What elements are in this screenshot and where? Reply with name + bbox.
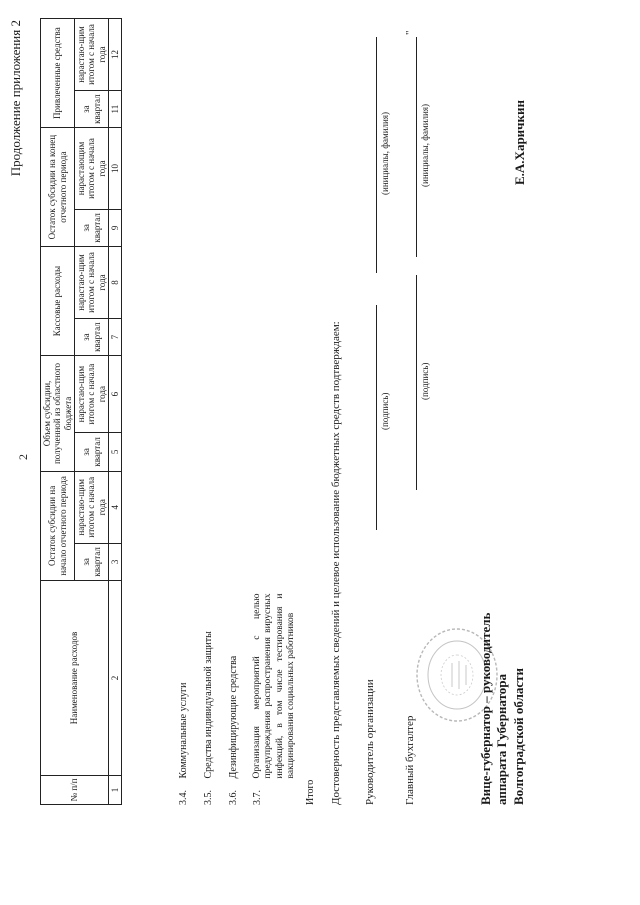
index-cell: 5 xyxy=(109,433,122,472)
signer-title-line: Вице-губернатор – руководитель xyxy=(478,612,493,805)
row-number: 3.4. xyxy=(178,790,189,805)
header-cumulative: нарастающим итогом с начала года xyxy=(75,128,109,210)
expense-row xyxy=(228,656,239,805)
index-cell: 4 xyxy=(109,471,122,543)
signature-hint: (подпись) xyxy=(380,392,390,430)
index-cell: 3 xyxy=(109,543,122,580)
index-cell: 11 xyxy=(109,91,122,128)
index-cell: 1 xyxy=(109,776,122,805)
index-cell: 2 xyxy=(109,581,122,776)
signer-title-line: аппарата Губернатора xyxy=(494,673,510,805)
head-name-line xyxy=(376,37,377,273)
header-group-closing: Остаток субсидии на конец отчетного периода xyxy=(41,128,75,247)
certification-text: Достоверность представляемых сведений и целевое использование бюджетных средств подтверждаем: xyxy=(330,321,342,805)
header-group-received: Объем субсидии, полученной из областного бюджета xyxy=(41,356,75,472)
header-group-cash: Кассовые расходы xyxy=(41,247,75,356)
row-number: 3.6. xyxy=(228,790,239,805)
index-cell: 10 xyxy=(109,128,122,210)
row-text: Организация мероприятий с целью предупреждения распространения вирусных инфекций, в том числе тестирования и вакцинирования социальных работников xyxy=(252,593,297,779)
header-row-1 xyxy=(41,19,75,805)
quote-mark: " xyxy=(404,30,416,35)
header-quarter: за квартал xyxy=(75,209,109,246)
row-text: Дезинфицирующие средства xyxy=(228,655,239,779)
total-label: Итого xyxy=(305,779,316,805)
header-group-attracted: Привлеченные средства xyxy=(41,19,75,128)
page-number: 2 xyxy=(16,454,30,460)
header-cumulative: нарастаю-щим итогом с начала года xyxy=(75,247,109,319)
header-name: Наименование расходов xyxy=(41,581,109,776)
continuation-label: Продолжение приложения 2 xyxy=(8,20,23,177)
accountant-signature-line xyxy=(416,275,417,490)
header-cumulative: нарастаю-щим итогом с начала года xyxy=(75,471,109,543)
header-quarter: за квартал xyxy=(75,543,109,580)
expenses-table xyxy=(40,18,122,805)
signature-hint: (подпись) xyxy=(420,362,430,400)
initials-hint: (инициалы, фамилия) xyxy=(380,112,390,195)
accountant-label: Главный бухгалтер xyxy=(404,715,416,805)
index-cell: 7 xyxy=(109,318,122,355)
head-label: Руководитель организации xyxy=(364,679,376,805)
index-cell: 9 xyxy=(109,209,122,246)
expense-row xyxy=(252,594,298,806)
row-text: Средства индивидуальной защиты xyxy=(203,631,214,779)
accountant-name-line xyxy=(416,37,417,257)
header-cumulative: нарастаю-щим итогом с начала года xyxy=(75,19,109,91)
header-quarter: за квартал xyxy=(75,433,109,472)
index-cell: 6 xyxy=(109,356,122,433)
header-quarter: за квартал xyxy=(75,91,109,128)
signer-title-line: Волгоградской области xyxy=(510,667,526,805)
row-number: 3.5. xyxy=(203,790,214,805)
row-number: 3.7. xyxy=(252,790,263,805)
initials-hint: (инициалы, фамилия) xyxy=(420,104,430,187)
index-cell: 8 xyxy=(109,247,122,319)
header-group-opening: Остаток субсидии на начало отчетного периода xyxy=(41,471,75,580)
signer-title xyxy=(478,613,527,805)
signer-name: Е.А.Харичкин xyxy=(512,100,527,185)
index-cell: 12 xyxy=(109,19,122,91)
header-cumulative: нарастаю-щим итогом с начала года xyxy=(75,356,109,433)
expense-row xyxy=(178,683,189,805)
header-num: № п/п xyxy=(41,776,109,805)
row-text: Коммунальные услуги xyxy=(178,682,189,779)
head-signature-line xyxy=(376,305,377,530)
index-row xyxy=(109,19,122,805)
expense-row xyxy=(203,631,214,805)
header-quarter: за квартал xyxy=(75,318,109,355)
